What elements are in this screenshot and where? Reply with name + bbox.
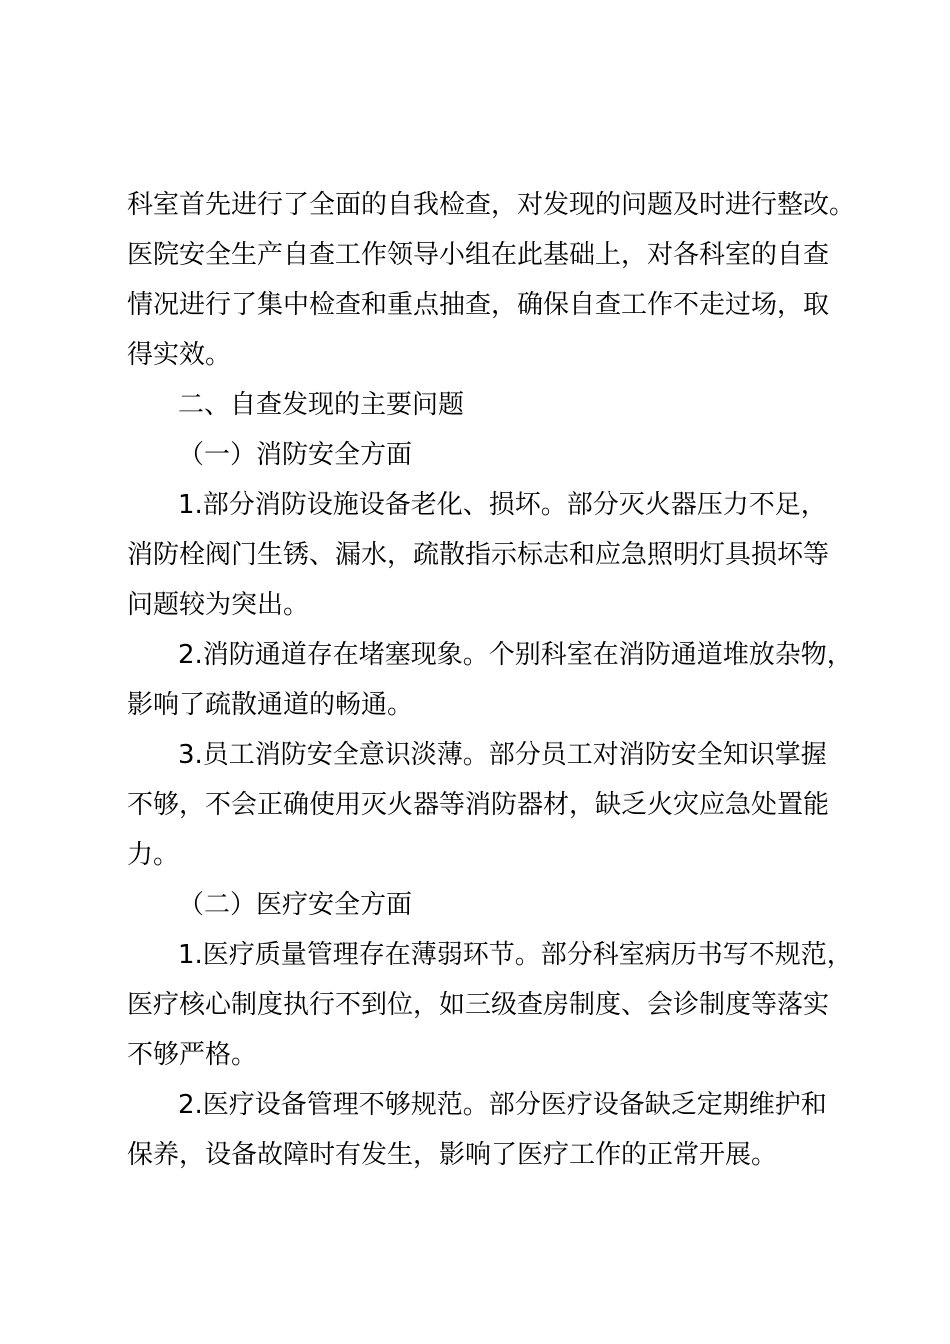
list-item-line: 力。 — [127, 840, 180, 870]
subsection-heading: （二）医疗安全方面 — [178, 890, 413, 920]
list-item-line: 2.医疗设备管理不够规范。部分医疗设备缺乏定期维护和 — [178, 1090, 827, 1120]
list-item-line: 不够严格。 — [127, 1040, 258, 1070]
list-item-line: 问题较为突出。 — [127, 590, 310, 620]
paragraph-line: 得实效。 — [127, 340, 232, 370]
paragraph-line: 科室首先进行了全面的自我检查，对发现的问题及时进行整改。 — [127, 190, 856, 220]
paragraph-line: 医院安全生产自查工作领导小组在此基础上，对各科室的自查 — [127, 240, 830, 270]
subsection-heading: （一）消防安全方面 — [178, 440, 413, 470]
paragraph-line: 情况进行了集中检查和重点抽查，确保自查工作不走过场，取 — [127, 290, 830, 320]
list-item-line: 不够，不会正确使用灭火器等消防器材，缺乏火灾应急处置能 — [127, 790, 830, 820]
list-item-line: 消防栓阀门生锈、漏水，疏散指示标志和应急照明灯具损坏等 — [127, 540, 830, 570]
list-item-line: 3.员工消防安全意识淡薄。部分员工对消防安全知识掌握 — [178, 740, 827, 770]
list-item-line: 1.医疗质量管理存在薄弱环节。部分科室病历书写不规范， — [178, 940, 853, 970]
list-item-line: 医疗核心制度执行不到位，如三级查房制度、会诊制度等落实 — [127, 990, 830, 1020]
list-item-line: 保养，设备故障时有发生，影响了医疗工作的正常开展。 — [127, 1140, 778, 1170]
list-item-line: 1.部分消防设施设备老化、损坏。部分灭火器压力不足， — [178, 490, 827, 520]
list-item-line: 2.消防通道存在堵塞现象。个别科室在消防通道堆放杂物， — [178, 640, 853, 670]
section-heading: 二、自查发现的主要问题 — [178, 390, 465, 420]
list-item-line: 影响了疏散通道的畅通。 — [127, 690, 414, 720]
